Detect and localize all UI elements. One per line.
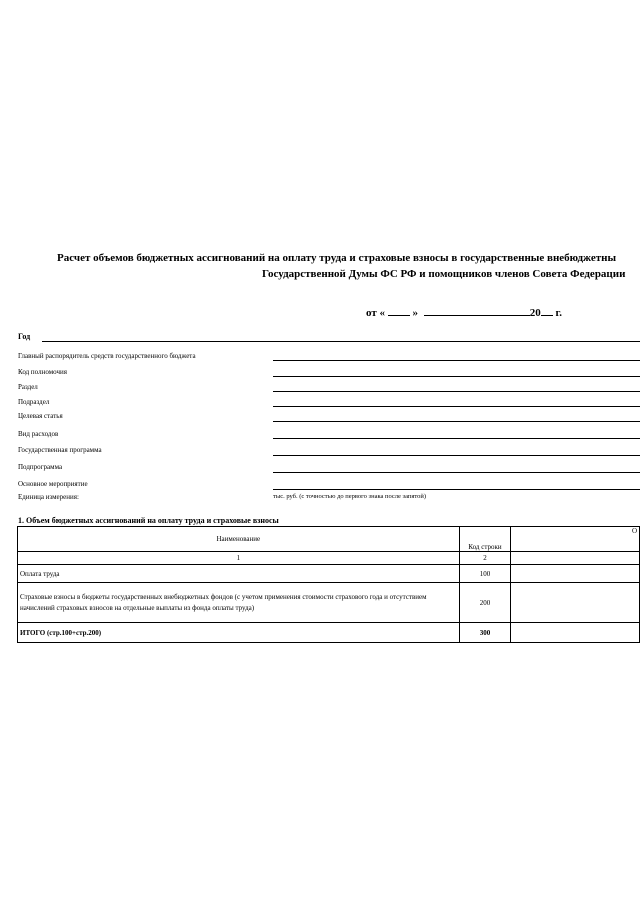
allocations-table <box>17 526 640 643</box>
col-number-1: 1 <box>18 552 460 565</box>
table-row-total <box>18 623 640 643</box>
field-label-state-program: Государственная программа <box>18 446 102 454</box>
date-suffix: г. <box>555 307 563 319</box>
day-field[interactable] <box>388 305 410 316</box>
row-name: Страховые взносы в бюджеты государственных внебюджетных фондов (с учетом применения стоимости страхового года и отсутствием начислений страховых взносов на отдельные выплаты из фонда оплаты труда) <box>18 583 460 623</box>
date-prefix: от « <box>366 307 386 319</box>
table-row <box>18 583 640 623</box>
field-label-subprogram: Подпрограмма <box>18 463 63 471</box>
field-label-subsection: Подраздел <box>18 398 50 406</box>
col-number-2: 2 <box>459 552 511 565</box>
field-line-subprogram[interactable] <box>273 472 640 473</box>
row-name-total: ИТОГО (стр.100+стр.200) <box>18 623 460 643</box>
year-field[interactable] <box>541 305 553 316</box>
field-line-budget-holder[interactable] <box>273 360 640 361</box>
table-number-row <box>18 552 640 565</box>
units-value: тыс. руб. (с точностью до первого знака после запятой) <box>273 493 427 500</box>
field-line-subsection[interactable] <box>273 406 640 407</box>
field-line-authority-code[interactable] <box>273 376 640 377</box>
section-1-title: 1. Объем бюджетных ассигнований на оплату труда и страховые взносы <box>18 516 279 525</box>
date-mid: » <box>412 307 419 319</box>
title-line-2: Государственной Думы ФС РФ и помощников членов Совета Федерации <box>262 268 626 280</box>
field-line-state-program[interactable] <box>273 455 640 456</box>
header-code: Код строки <box>459 527 511 552</box>
row-value-cell[interactable] <box>511 565 640 583</box>
table-header-row <box>18 527 640 552</box>
row-name: Оплата труда <box>18 565 460 583</box>
date-line <box>366 305 562 319</box>
row-value-cell-total[interactable] <box>511 623 640 643</box>
units-label: Единица измерения: <box>18 493 79 501</box>
col-number-3 <box>511 552 640 565</box>
row-code: 100 <box>459 565 511 583</box>
field-line-section[interactable] <box>273 391 640 392</box>
year-label: Год <box>18 332 31 341</box>
field-line-expense-type[interactable] <box>273 438 640 439</box>
field-label-budget-holder: Главный распорядитель средств государственного бюджета <box>18 352 196 360</box>
header-name: Наименование <box>18 527 460 552</box>
header-value: О <box>511 527 640 552</box>
field-line-main-activity[interactable] <box>273 489 640 490</box>
month-field[interactable] <box>424 305 530 316</box>
row-code-total: 300 <box>459 623 511 643</box>
year-input-line[interactable] <box>42 341 640 342</box>
field-line-target-item[interactable] <box>273 421 640 422</box>
row-value-cell[interactable] <box>511 583 640 623</box>
field-label-target-item: Целевая статья <box>18 412 63 420</box>
row-code: 200 <box>459 583 511 623</box>
year-prefix: 20 <box>529 307 541 319</box>
title-line-1: Расчет объемов бюджетных ассигнований на оплату труда и страховые взносы в государственные внебюджетны <box>57 252 617 264</box>
field-label-expense-type: Вид расходов <box>18 430 59 438</box>
field-label-authority-code: Код полномочия <box>18 368 67 376</box>
table-row <box>18 565 640 583</box>
field-label-section: Раздел <box>18 383 38 391</box>
field-label-main-activity: Основное мероприятие <box>18 480 88 488</box>
